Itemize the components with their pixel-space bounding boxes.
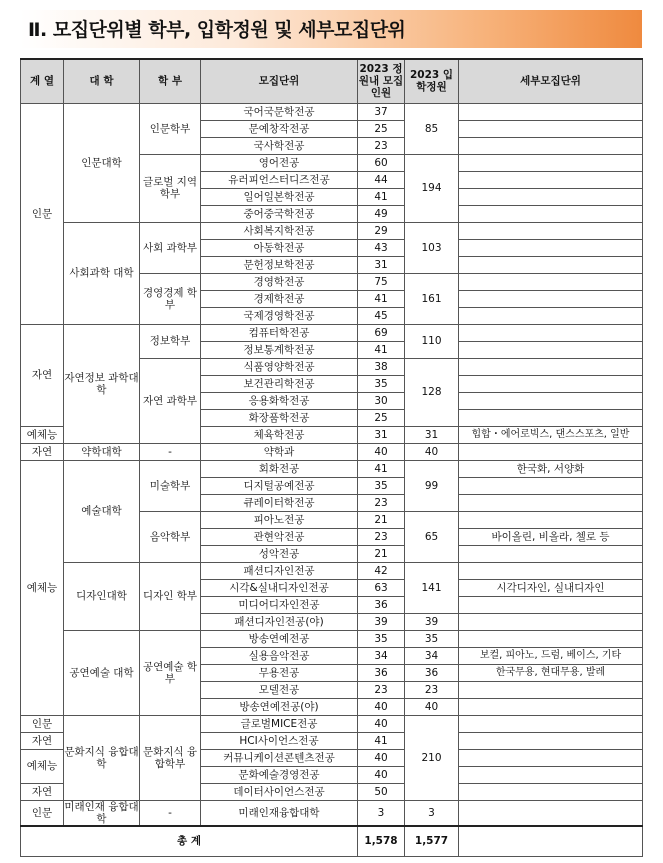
quota-cell: 36 [358, 664, 405, 681]
division-cell: 공연예술 학부 [140, 630, 201, 715]
detail-cell [459, 826, 643, 856]
unit-cell: 경영학전공 [201, 273, 358, 290]
detail-cell [459, 409, 643, 426]
field-cell: 자연 [21, 443, 64, 460]
quota-cell: 38 [358, 358, 405, 375]
detail-cell: 보컬, 피아노, 드럼, 베이스, 기타 [459, 647, 643, 664]
college-cell: 문화지식 융합대학 [64, 715, 140, 800]
unit-cell: 화장품학전공 [201, 409, 358, 426]
detail-cell [459, 103, 643, 120]
unit-cell: 방송연예전공(야) [201, 698, 358, 715]
page-title: Ⅱ. 모집단위별 학부, 입학정원 및 세부모집단위 [28, 19, 406, 41]
unit-cell: 미디어디자인전공 [201, 596, 358, 613]
unit-cell: 약학과 [201, 443, 358, 460]
quota-cell: 41 [358, 341, 405, 358]
quota-cell: 25 [358, 120, 405, 137]
field-cell: 인문 [21, 800, 64, 826]
unit-cell: 패션디자인전공(야) [201, 613, 358, 630]
quota-cell: 21 [358, 545, 405, 562]
admission-table [20, 58, 643, 857]
detail-cell [459, 375, 643, 392]
detail-cell [459, 358, 643, 375]
unit-cell: 데이터사이언스전공 [201, 783, 358, 800]
quota-cell: 23 [358, 137, 405, 154]
admit-cell: 23 [405, 681, 459, 698]
division-cell: - [140, 800, 201, 826]
division-cell: 글로벌 지역학부 [140, 154, 201, 222]
detail-cell [459, 137, 643, 154]
detail-cell [459, 800, 643, 826]
quota-cell: 23 [358, 528, 405, 545]
unit-cell: 보건관리학전공 [201, 375, 358, 392]
division-cell: - [140, 443, 201, 460]
detail-cell [459, 698, 643, 715]
detail-cell [459, 239, 643, 256]
quota-cell: 37 [358, 103, 405, 120]
college-cell: 인문대학 [64, 103, 140, 222]
detail-cell [459, 732, 643, 749]
admit-cell: 65 [405, 511, 459, 562]
college-cell: 약학대학 [64, 443, 140, 460]
detail-cell [459, 749, 643, 766]
unit-cell: 국제경영학전공 [201, 307, 358, 324]
quota-cell: 40 [358, 698, 405, 715]
quota-cell: 31 [358, 426, 405, 443]
header-college: 대 학 [64, 59, 140, 103]
unit-cell: 국어국문학전공 [201, 103, 358, 120]
quota-cell: 25 [358, 409, 405, 426]
header-unit: 모집단위 [201, 59, 358, 103]
detail-cell [459, 256, 643, 273]
unit-cell: 사회복지학전공 [201, 222, 358, 239]
quota-cell: 40 [358, 443, 405, 460]
unit-cell: 중어중국학전공 [201, 205, 358, 222]
quota-cell: 40 [358, 715, 405, 732]
admit-cell: 36 [405, 664, 459, 681]
admit-cell: 141 [405, 562, 459, 613]
total-label: 총 계 [21, 826, 358, 856]
admit-cell: 110 [405, 324, 459, 358]
admit-cell: 128 [405, 358, 459, 426]
detail-cell [459, 171, 643, 188]
unit-cell: 정보통계학전공 [201, 341, 358, 358]
header-quota-within: 2023 정원내 모집인원 [358, 59, 405, 103]
unit-cell: 피아노전공 [201, 511, 358, 528]
quota-cell: 42 [358, 562, 405, 579]
quota-cell: 45 [358, 307, 405, 324]
quota-cell: 35 [358, 375, 405, 392]
quota-cell: 50 [358, 783, 405, 800]
unit-cell: 디지털공예전공 [201, 477, 358, 494]
quota-cell: 29 [358, 222, 405, 239]
admit-cell: 34 [405, 647, 459, 664]
unit-cell: 국사학전공 [201, 137, 358, 154]
detail-cell [459, 120, 643, 137]
admit-cell: 3 [405, 800, 459, 826]
header-detail: 세부모집단위 [459, 59, 643, 103]
detail-cell [459, 290, 643, 307]
unit-cell: 문헌정보학전공 [201, 256, 358, 273]
quota-cell: 3 [358, 800, 405, 826]
unit-cell: 체육학전공 [201, 426, 358, 443]
quota-cell: 40 [358, 766, 405, 783]
unit-cell: 아동학전공 [201, 239, 358, 256]
detail-cell [459, 613, 643, 630]
detail-cell [459, 307, 643, 324]
detail-cell [459, 188, 643, 205]
detail-cell [459, 494, 643, 511]
quota-cell: 23 [358, 494, 405, 511]
college-cell: 디자인대학 [64, 562, 140, 630]
unit-cell: HCI사이언스전공 [201, 732, 358, 749]
quota-cell: 39 [358, 613, 405, 630]
admit-cell: 194 [405, 154, 459, 222]
detail-cell: 한국무용, 현대무용, 발레 [459, 664, 643, 681]
quota-cell: 60 [358, 154, 405, 171]
field-cell: 예체능 [21, 426, 64, 443]
quota-cell: 41 [358, 460, 405, 477]
unit-cell: 방송연예전공 [201, 630, 358, 647]
college-cell: 미래인재 융합대학 [64, 800, 139, 825]
college-cell: 예술대학 [64, 460, 140, 562]
quota-cell: 49 [358, 205, 405, 222]
detail-cell [459, 324, 643, 341]
field-cell: 자연 [21, 324, 64, 426]
quota-cell: 43 [358, 239, 405, 256]
unit-cell: 경제학전공 [201, 290, 358, 307]
quota-cell: 63 [358, 579, 405, 596]
unit-cell: 응용화학전공 [201, 392, 358, 409]
quota-cell: 21 [358, 511, 405, 528]
division-cell: 문화지식 융합학부 [140, 715, 201, 800]
quota-cell: 30 [358, 392, 405, 409]
field-cell: 자연 [21, 732, 64, 749]
header-field: 계 열 [21, 59, 64, 103]
unit-cell: 문예창작전공 [201, 120, 358, 137]
division-cell: 사회 과학부 [140, 222, 201, 273]
detail-cell [459, 681, 643, 698]
detail-cell [459, 222, 643, 239]
detail-cell: 힙합・에어로빅스, 댄스스포츠, 일반 [459, 426, 643, 443]
unit-cell: 영어전공 [201, 154, 358, 171]
detail-cell [459, 715, 643, 732]
quota-cell: 35 [358, 630, 405, 647]
detail-cell [459, 477, 643, 494]
division-cell: 미술학부 [140, 460, 201, 511]
admit-cell: 35 [405, 630, 459, 647]
header-division: 학 부 [140, 59, 201, 103]
unit-cell: 식품영양학전공 [201, 358, 358, 375]
detail-cell [459, 154, 643, 171]
detail-cell [459, 511, 643, 528]
admit-cell: 85 [405, 103, 459, 154]
college-cell: 사회과학 대학 [64, 222, 140, 324]
detail-cell: 바이올린, 비올라, 첼로 등 [459, 528, 643, 545]
division-cell: 인문학부 [140, 103, 201, 154]
admit-cell: 99 [405, 460, 459, 511]
college-cell: 공연예술 대학 [64, 630, 140, 715]
division-cell: 정보학부 [140, 324, 201, 358]
quota-cell: 34 [358, 647, 405, 664]
quota-cell: 41 [358, 188, 405, 205]
quota-cell: 44 [358, 171, 405, 188]
detail-cell [459, 273, 643, 290]
unit-cell: 모델전공 [201, 681, 358, 698]
detail-cell [459, 562, 643, 579]
college-cell: 자연정보 과학대학 [64, 324, 140, 443]
division-cell: 경영경제 학부 [140, 273, 201, 324]
field-cell: 예체능 [21, 749, 64, 783]
quota-cell: 31 [358, 256, 405, 273]
quota-cell: 36 [358, 596, 405, 613]
admit-cell: 210 [405, 715, 459, 800]
quota-cell: 41 [358, 732, 405, 749]
division-cell: 음악학부 [140, 511, 201, 562]
detail-cell: 한국화, 서양화 [459, 460, 643, 477]
field-cell: 예체능 [21, 460, 64, 715]
quota-cell: 75 [358, 273, 405, 290]
detail-cell [459, 341, 643, 358]
division-cell: 자연 과학부 [140, 358, 201, 443]
field-cell: 인문 [21, 715, 64, 732]
unit-cell: 미래인재융합대학 [201, 800, 358, 826]
quota-cell: 69 [358, 324, 405, 341]
division-cell: 디자인 학부 [140, 562, 201, 630]
detail-cell [459, 766, 643, 783]
unit-cell: 일어일본학전공 [201, 188, 358, 205]
header-quota-admit: 2023 입학정원 [405, 59, 459, 103]
unit-cell: 관현악전공 [201, 528, 358, 545]
total-quota: 1,578 [358, 826, 405, 856]
detail-cell [459, 205, 643, 222]
detail-cell [459, 392, 643, 409]
detail-cell [459, 443, 643, 460]
unit-cell: 큐레이터학전공 [201, 494, 358, 511]
admit-cell: 39 [405, 613, 459, 630]
detail-cell [459, 630, 643, 647]
admit-cell: 103 [405, 222, 459, 273]
unit-cell: 성악전공 [201, 545, 358, 562]
unit-cell: 회화전공 [201, 460, 358, 477]
quota-cell: 40 [358, 749, 405, 766]
field-cell: 자연 [21, 783, 64, 800]
quota-cell: 35 [358, 477, 405, 494]
unit-cell: 무용전공 [201, 664, 358, 681]
unit-cell: 유러피언스터디즈전공 [201, 171, 358, 188]
detail-cell [459, 596, 643, 613]
unit-cell: 실용음악전공 [201, 647, 358, 664]
unit-cell: 패션디자인전공 [201, 562, 358, 579]
unit-cell: 글로벌MICE전공 [201, 715, 358, 732]
title-bar [20, 10, 642, 48]
unit-cell: 시각&실내디자인전공 [201, 579, 358, 596]
admit-cell: 40 [405, 443, 459, 460]
unit-cell: 커뮤니케이션콘텐츠전공 [201, 749, 358, 766]
detail-cell [459, 783, 643, 800]
total-admit: 1,577 [405, 826, 459, 856]
unit-cell: 문화예술경영전공 [201, 766, 358, 783]
unit-cell: 컴퓨터학전공 [201, 324, 358, 341]
quota-cell: 23 [358, 681, 405, 698]
admit-cell: 40 [405, 698, 459, 715]
detail-cell [459, 545, 643, 562]
admit-cell: 31 [405, 426, 459, 443]
admit-cell: 161 [405, 273, 459, 324]
field-cell: 인문 [21, 103, 64, 324]
detail-cell: 시각디자인, 실내디자인 [459, 579, 643, 596]
quota-cell: 41 [358, 290, 405, 307]
